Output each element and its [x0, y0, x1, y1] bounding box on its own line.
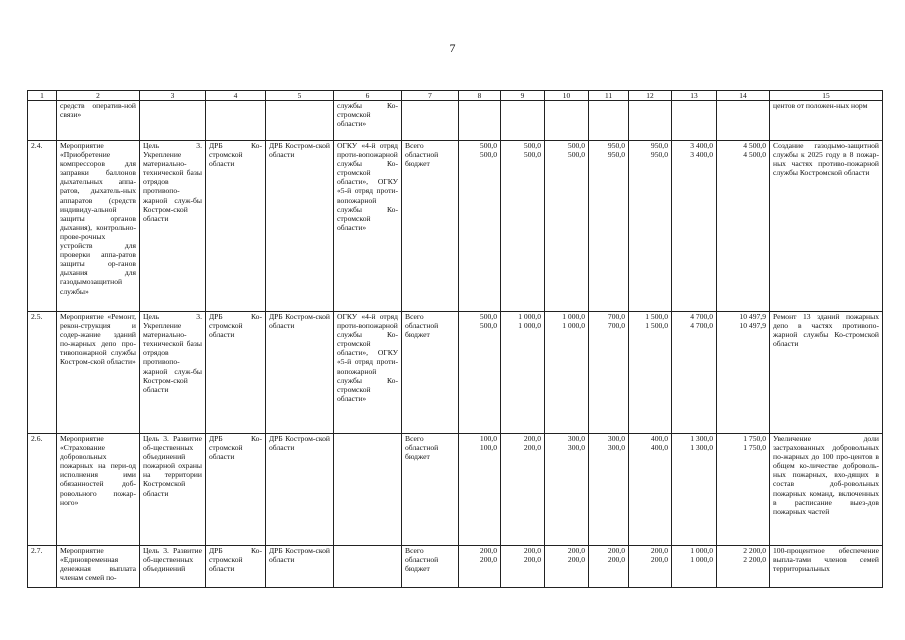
amount-cell — [672, 141, 717, 312]
column-number: 14 — [717, 91, 770, 101]
amount-total: 3 400,0 — [690, 141, 713, 150]
amount-total: 1 000,0 — [562, 312, 585, 321]
amount-regional: 200,0 — [523, 555, 541, 565]
amount-cell — [501, 101, 545, 141]
amount-total: 200,0 — [523, 546, 541, 555]
table-row — [28, 434, 883, 546]
measure-cell: Мероприятие «Ремонт, рекон-струкция и содер-жание зданий по-жарных депо про-тивопожарной службы Костром-ской области» — [57, 312, 140, 434]
row-id-cell: 2.5. — [28, 312, 57, 434]
amount-total: 400,0 — [650, 434, 668, 443]
column-number: 13 — [672, 91, 717, 101]
executor-cell — [334, 546, 402, 588]
amount-cell — [672, 434, 717, 546]
goal-cell: Цель 3. Развитие об-щественных объединений пожарной охраны на территории Костромской области — [140, 434, 206, 546]
source-regional-label: областной бюджет — [405, 443, 439, 462]
column-number: 3 — [140, 91, 206, 101]
goal-cell — [140, 101, 206, 141]
amount-total: 1 750,0 — [743, 434, 766, 443]
amount-total: 200,0 — [607, 546, 625, 555]
responsible-cell: ДРБ Костром-ской области — [266, 312, 334, 434]
amount-cell — [629, 141, 672, 312]
coordinator-cell: ДРБ Ко-стромской области — [206, 312, 266, 434]
goal-cell: Цель 3. Развитие об-щественных объединений — [140, 546, 206, 588]
amount-regional: 200,0 — [479, 555, 497, 565]
result-cell: центов от положен-ных норм — [770, 101, 883, 141]
measure-cell: Мероприятие «Единовременная денежная выплата членам семей по- — [57, 546, 140, 588]
source-cell — [402, 101, 459, 141]
amount-cell — [459, 101, 501, 141]
amount-total: 2 200,0 — [743, 546, 766, 555]
amount-regional: 500,0 — [523, 150, 541, 160]
amount-regional: 10 497,9 — [739, 321, 766, 331]
amount-regional: 1 000,0 — [562, 321, 585, 331]
amount-regional: 950,0 — [607, 150, 625, 160]
amount-cell — [672, 546, 717, 588]
table-row — [28, 141, 883, 312]
amount-total: 1 300,0 — [690, 434, 713, 443]
executor-cell: службы Ко-стромской области» — [334, 101, 402, 141]
amount-cell — [459, 312, 501, 434]
amount-cell — [545, 546, 589, 588]
column-number: 4 — [206, 91, 266, 101]
responsible-cell: ДРБ Костром-ской области — [266, 546, 334, 588]
table-row — [28, 546, 883, 588]
measure-cell: Мероприятие «Приобретение компрессоров для заправки баллонов дыхательных аппа-ратов, дыхатель-ных аппаратов (средств индивиду-альной защиты органов дыхания), контрольно-прове-рочных устройств для проверки аппа-ратов защиты ор-ганов дыхания для газодымозащитной службы» — [57, 141, 140, 312]
amount-cell — [545, 434, 589, 546]
amount-regional: 300,0 — [607, 443, 625, 453]
column-number: 1 — [28, 91, 57, 101]
source-total-label: Всего — [405, 312, 424, 321]
amount-cell — [589, 434, 629, 546]
amount-cell — [629, 312, 672, 434]
source-cell — [402, 434, 459, 546]
amount-cell — [589, 141, 629, 312]
amount-total: 300,0 — [607, 434, 625, 443]
amount-total: 4 700,0 — [690, 312, 713, 321]
source-total-label: Всего — [405, 141, 424, 150]
coordinator-cell — [206, 101, 266, 141]
amount-regional: 700,0 — [607, 321, 625, 331]
amount-cell — [717, 312, 770, 434]
goal-cell: Цель 3. Укрепление материально-технической базы отрядов противопо-жарной служ-бы Костром-ской области — [140, 312, 206, 434]
amount-cell — [717, 546, 770, 588]
amount-total: 950,0 — [650, 141, 668, 150]
amount-regional: 1 750,0 — [743, 443, 766, 453]
row-id-cell: 2.6. — [28, 434, 57, 546]
coordinator-cell: ДРБ Ко-стромской области — [206, 434, 266, 546]
program-measures-table — [27, 90, 883, 588]
source-cell — [402, 312, 459, 434]
amount-regional: 4 500,0 — [743, 150, 766, 160]
column-number: 6 — [334, 91, 402, 101]
amount-cell — [459, 434, 501, 546]
amount-total: 4 500,0 — [743, 141, 766, 150]
amount-cell — [717, 141, 770, 312]
column-number: 10 — [545, 91, 589, 101]
column-number: 7 — [402, 91, 459, 101]
amount-cell — [629, 434, 672, 546]
amount-regional: 100,0 — [479, 443, 497, 453]
amount-total: 500,0 — [479, 312, 497, 321]
amount-cell — [589, 546, 629, 588]
column-number: 11 — [589, 91, 629, 101]
amount-regional: 300,0 — [567, 443, 585, 453]
row-id-cell: 2.4. — [28, 141, 57, 312]
amount-total: 700,0 — [607, 312, 625, 321]
amount-regional: 500,0 — [479, 150, 497, 160]
amount-regional: 1 000,0 — [690, 555, 713, 565]
amount-total: 10 497,9 — [739, 312, 766, 321]
column-number: 15 — [770, 91, 883, 101]
amount-regional: 200,0 — [650, 555, 668, 565]
amount-cell — [545, 101, 589, 141]
amount-regional: 4 700,0 — [690, 321, 713, 331]
amount-total: 500,0 — [567, 141, 585, 150]
amount-cell — [545, 312, 589, 434]
amount-regional: 200,0 — [607, 555, 625, 565]
table-row — [28, 312, 883, 434]
column-number: 9 — [501, 91, 545, 101]
coordinator-cell: ДРБ Ко-стромской области — [206, 546, 266, 588]
amount-regional: 1 500,0 — [645, 321, 668, 331]
amount-regional: 200,0 — [567, 555, 585, 565]
result-cell: Ремонт 13 зданий пожарных депо в частях противопо-жарной службы Ко-стромской области — [770, 312, 883, 434]
amount-cell — [501, 141, 545, 312]
column-number: 8 — [459, 91, 501, 101]
source-total-label: Всего — [405, 434, 424, 443]
continuation-row — [28, 101, 883, 141]
result-cell: Увеличение доли застрахованных добровольных по-жарных до 100 про-центов в общем ко-личестве доброволь-ных пожарных, вхо-дящих в состав доб-ровольных пожарных команд, включенных в расписание выез-дов пожарных частей — [770, 434, 883, 546]
amount-cell — [501, 434, 545, 546]
executor-cell — [334, 434, 402, 546]
amount-total: 200,0 — [523, 434, 541, 443]
source-cell — [402, 546, 459, 588]
result-cell: 100-процентное обеспечение выпла-тами членов семей территориальных — [770, 546, 883, 588]
amount-total: 200,0 — [479, 546, 497, 555]
responsible-cell — [266, 101, 334, 141]
row-id-cell: 2.7. — [28, 546, 57, 588]
amount-cell — [501, 546, 545, 588]
amount-total: 500,0 — [523, 141, 541, 150]
responsible-cell: ДРБ Костром-ской области — [266, 141, 334, 312]
row-id-cell — [28, 101, 57, 141]
coordinator-cell: ДРБ Ко-стромской области — [206, 141, 266, 312]
source-regional-label: областной бюджет — [405, 150, 439, 169]
amount-regional: 500,0 — [567, 150, 585, 160]
amount-cell — [459, 141, 501, 312]
amount-regional: 950,0 — [650, 150, 668, 160]
measure-cell: средств оператив-ной связи» — [57, 101, 140, 141]
source-regional-label: областной бюджет — [405, 321, 439, 340]
column-number: 5 — [266, 91, 334, 101]
amount-cell — [459, 546, 501, 588]
amount-total: 200,0 — [650, 546, 668, 555]
amount-cell — [672, 312, 717, 434]
amount-cell — [629, 546, 672, 588]
amount-total: 1 000,0 — [518, 312, 541, 321]
amount-regional: 2 200,0 — [743, 555, 766, 565]
amount-cell — [589, 101, 629, 141]
goal-cell: Цель 3. Укрепление материально-технической базы отрядов противопо-жарной служ-бы Костром-ской области — [140, 141, 206, 312]
amount-regional: 1 300,0 — [690, 443, 713, 453]
amount-cell — [545, 141, 589, 312]
amount-regional: 1 000,0 — [518, 321, 541, 331]
result-cell: Создание газодымо-защитной службы к 2025 году в 8 пожар-ных частях противо-пожарной службы Костромской области — [770, 141, 883, 312]
page-number: 7 — [449, 41, 456, 55]
amount-cell — [672, 101, 717, 141]
amount-total: 500,0 — [479, 141, 497, 150]
amount-cell — [501, 312, 545, 434]
amount-cell — [717, 101, 770, 141]
amount-total: 200,0 — [567, 546, 585, 555]
column-number-row — [28, 91, 883, 101]
amount-regional: 400,0 — [650, 443, 668, 453]
amount-cell — [717, 434, 770, 546]
measure-cell: Мероприятие «Страхование добровольных пожарных на пери-од исполнения ими обязанностей доб-ровольного пожар-ного» — [57, 434, 140, 546]
amount-total: 1 500,0 — [645, 312, 668, 321]
amount-total: 1 000,0 — [690, 546, 713, 555]
executor-cell: ОГКУ «4-й отряд проти-вопожарной службы Ко-стромской области», ОГКУ «5-й отряд проти-вопожарной службы Ко-стромской области» — [334, 312, 402, 434]
column-number: 2 — [57, 91, 140, 101]
amount-total: 300,0 — [567, 434, 585, 443]
amount-regional: 200,0 — [523, 443, 541, 453]
source-regional-label: областной бюджет — [405, 555, 439, 574]
amount-total: 100,0 — [479, 434, 497, 443]
amount-regional: 3 400,0 — [690, 150, 713, 160]
amount-regional: 500,0 — [479, 321, 497, 331]
responsible-cell: ДРБ Костром-ской области — [266, 434, 334, 546]
amount-total: 950,0 — [607, 141, 625, 150]
executor-cell: ОГКУ «4-й отряд проти-вопожарной службы Ко-стромской области», ОГКУ «5-й отряд проти-вопожарной службы Ко-стромской области» — [334, 141, 402, 312]
source-cell — [402, 141, 459, 312]
column-number: 12 — [629, 91, 672, 101]
amount-cell — [589, 312, 629, 434]
source-total-label: Всего — [405, 546, 424, 555]
amount-cell — [629, 101, 672, 141]
